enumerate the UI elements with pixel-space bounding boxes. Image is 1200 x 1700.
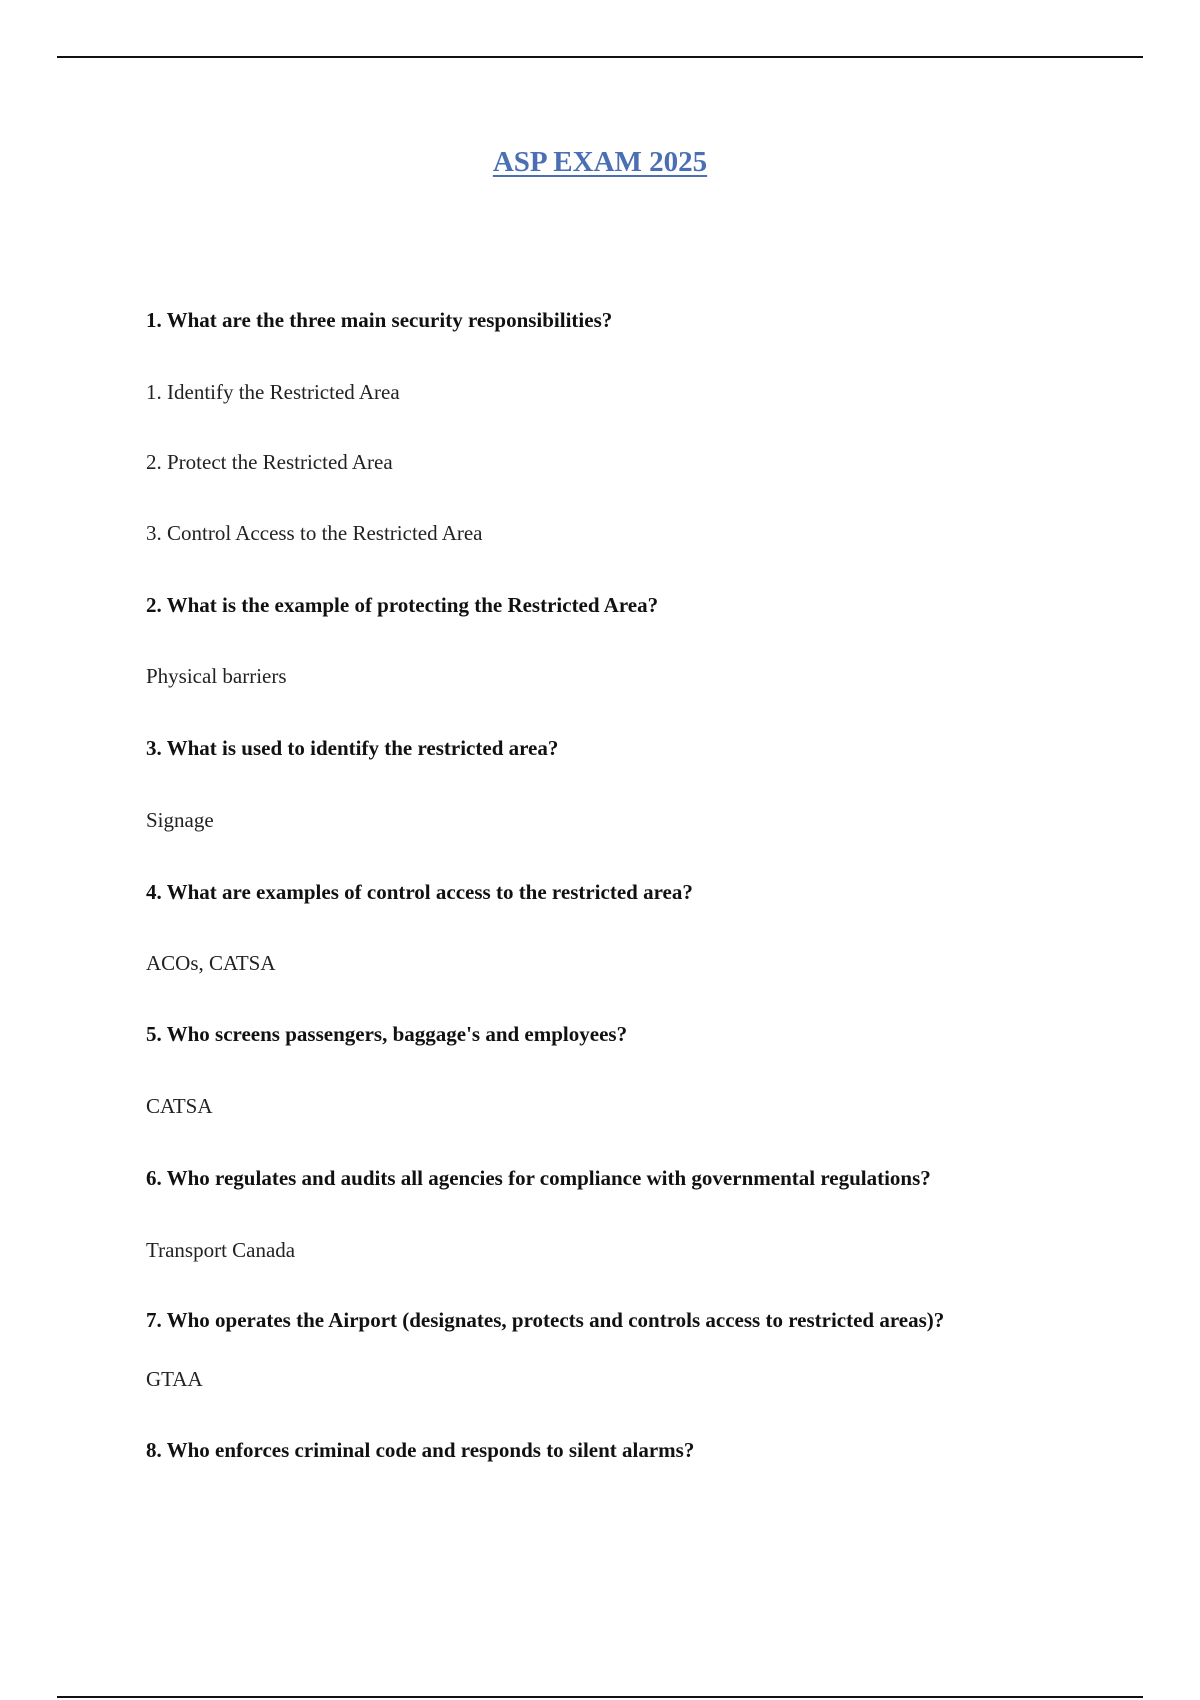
question-1: 1. What are the three main security responsibilities? [146,308,613,332]
question-7: 7. Who operates the Airport (designates, protects and controls access to restricted areas)? [146,1308,945,1332]
question-5: 5. Who screens passengers, baggage's and employees? [146,1022,628,1046]
answer-3: Signage [146,808,214,832]
answer-2: Physical barriers [146,664,287,688]
question-4: 4. What are examples of control access to the restricted area? [146,880,693,904]
question-8: 8. Who enforces criminal code and responds to silent alarms? [146,1438,695,1462]
answer-1-1: 1. Identify the Restricted Area [146,380,400,404]
answer-7: GTAA [146,1367,203,1391]
question-list [146,306,1053,1464]
answer-1-2: 2. Protect the Restricted Area [146,450,393,474]
answer-4: ACOs, CATSA [146,951,276,975]
question-2: 2. What is the example of protecting the Restricted Area? [146,593,659,617]
question-6: 6. Who regulates and audits all agencies for compliance with governmental regulations? [146,1166,931,1190]
bottom-rule [57,1696,1143,1698]
document-title: ASP EXAM 2025 [492,146,708,178]
answer-6: Transport Canada [146,1238,296,1262]
question-3: 3. What is used to identify the restricted area? [146,736,559,760]
top-rule [57,56,1143,58]
answer-1-3: 3. Control Access to the Restricted Area [146,521,483,545]
answer-5: CATSA [146,1094,213,1118]
